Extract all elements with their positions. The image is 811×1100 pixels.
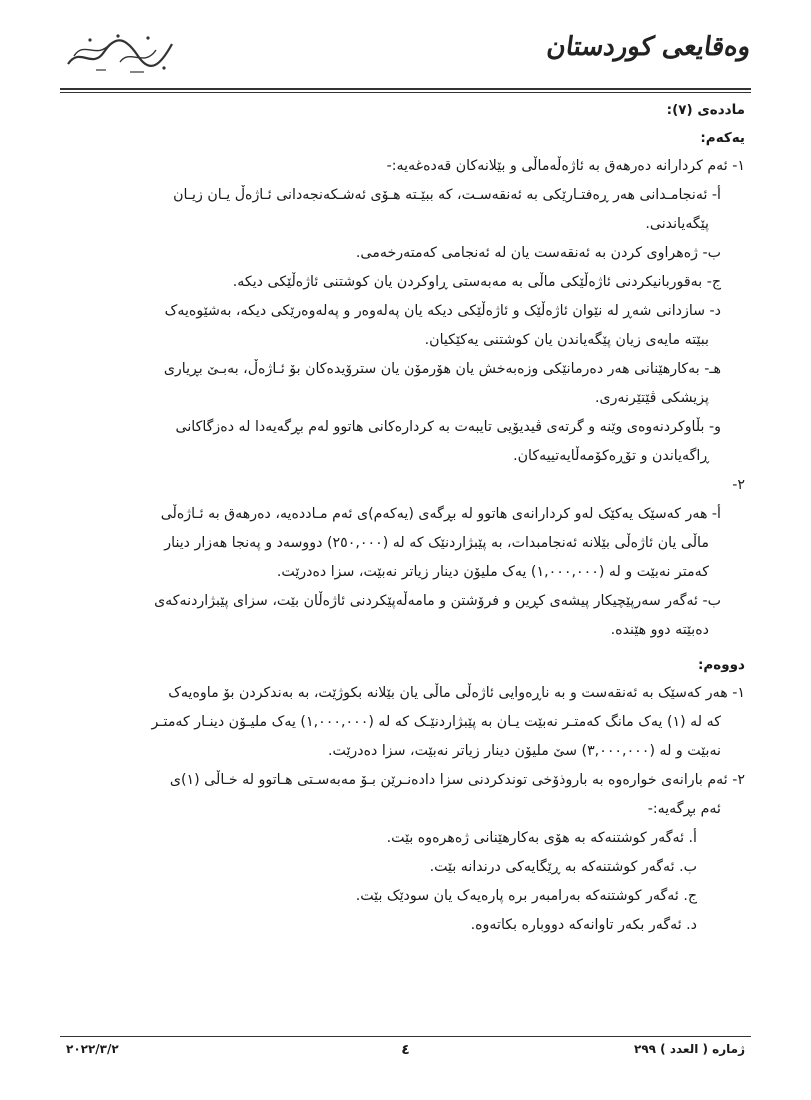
article-body bbox=[66, 96, 745, 940]
item-2-b-line-1: ب- ئەگەر سەرپێچیکار پیشەی کڕین و فرۆشتن و مامەڵەپێکردنی ئاژەڵان بێت، سزای پێبژاردنەکەی bbox=[154, 593, 721, 609]
item-1-w-line-2: ڕاگەیاندن و تۆڕەکۆمەڵایەتییەکان. bbox=[513, 448, 709, 464]
item-2-number: ٢- bbox=[732, 477, 745, 493]
header-rule bbox=[60, 88, 751, 90]
item-1-d-line-2: ببێتە مایەی زیان پێگەیاندن یان کوشتنی یەکێکیان. bbox=[424, 332, 709, 348]
item-1-w-line-1: و- بڵاوکردنەوەی وێنە و گرتەی ڤیدیۆیی تایبەت بە کردارەکانی هاتوو لەم بڕگەیەدا لە دەزگاکانی bbox=[175, 419, 721, 435]
item-2-a-line-1: أ- هەر کەسێک یەکێک لەو کردارانەی هاتوو لە بڕگەی (یەکەم)ی ئەم مـاددەیە، دەرهەق بە ئـاژەڵی bbox=[160, 506, 721, 522]
header-rule-thin bbox=[60, 92, 751, 93]
section-heading-second: دووەم: bbox=[698, 657, 745, 673]
section-heading-first: یەکەم: bbox=[700, 130, 745, 146]
item-1-c: ج- بەقوربانیکردنی ئاژەڵێکی ماڵی بە مەبەستی ڕاوکردن یان کوشتنی ئاژەڵێکی دیکە. bbox=[232, 274, 721, 290]
aggravating-case-list-item: ب. ئەگەر کوشتنەکە بە ڕێگایەکی درندانە بێت. bbox=[429, 859, 697, 875]
item-1-h-line-1: هـ- بەکارهێنانی هەر دەرمانێکی وزەبەخش یان هۆرمۆن یان سترۆیدەکان بۆ ئـاژەڵ، بەبـێ بڕیاری bbox=[163, 361, 721, 377]
issue-number: ژمارە ( العدد ) ٢٩٩ bbox=[634, 1042, 745, 1056]
page-header bbox=[60, 22, 754, 90]
footer-rule bbox=[60, 1036, 751, 1037]
aggravating-case-list-item: أ. ئەگەر کوشتنەکە بە هۆی بەکارهێنانی ژەهرەوە بێت. bbox=[386, 830, 697, 846]
calligraphy-logo-icon bbox=[60, 26, 180, 76]
item-2-a-line-2: ماڵی یان ئاژەڵی بێلانە ئەنجامبدات، بە پێبژاردنێک کە لە (٢٥٠,٠٠٠) دووسەد و پەنجا هەزار دینار bbox=[164, 535, 709, 551]
second-item-1-line-3: نەبێت و لە (٣,٠٠٠,٠٠٠) سێ ملیۆن دینار زیاتر نەبێت، سزا دەدرێت. bbox=[328, 743, 721, 759]
item-1-a-line-1: أ- ئەنجامـدانی هەر ڕەفتـارێکی بە ئەنقەسـت، کە ببێـتە هـۆی ئەشـکەنجەدانی ئـاژەڵ یـان زیـان bbox=[173, 187, 721, 203]
item-2-a-line-3: کەمتر نەبێت و لە (١,٠٠٠,٠٠٠) یەک ملیۆن دینار زیاتر نەبێت، سزا دەدرێت. bbox=[276, 564, 709, 580]
item-1-b: ب- ژەهراوی کردن بە ئەنقەست یان لە ئەنجامی کەمتەرخەمی. bbox=[355, 245, 721, 261]
aggravating-case-list-item: د. ئەگەر بکەر تاوانەکە دووبارە بکاتەوە. bbox=[470, 917, 697, 933]
page-number: ٤ bbox=[401, 1042, 410, 1058]
item-2-b-line-2: دەبێتە دوو هێندە. bbox=[610, 622, 709, 638]
second-item-1-line-1: ١- هەر کەسێک بە ئەنقەست و بە ناڕەوایی ئاژەڵی ماڵی یان بێلانە بکوژێت، بە بەندکردن بۆ ماوەیەک bbox=[168, 685, 745, 701]
second-item-2-line-1: ٢- ئەم بارانەی خوارەوە بە باروذۆخی توندکردنی سزا دادەنـرێن بـۆ مەبەسـتی هـاتوو لە خـاڵی (١)ی bbox=[169, 772, 745, 788]
second-item-2-line-2: ئەم بڕگەیە:- bbox=[647, 801, 721, 817]
gazette-title: وەقایعی کوردستان bbox=[545, 32, 754, 62]
item-1-intro: ١- ئەم کردارانە دەرهەق بە ئاژەڵەماڵی و بێلانەکان قەدەغەیە:- bbox=[386, 158, 745, 174]
second-item-1-line-2: کە لە (١) یەک مانگ کەمتـر نەبێت یـان بە پێبژاردنێـک کە لە (١,٠٠٠,٠٠٠) یەک ملیـۆن دینـار کەمتـر bbox=[151, 714, 721, 730]
item-1-h-line-2: پزیشکی ڤێتێرنەری. bbox=[594, 390, 709, 406]
issue-date: ٢٠٢٢/٣/٢ bbox=[66, 1042, 119, 1056]
item-1-a-line-2: پێگەیاندنی. bbox=[645, 216, 709, 232]
gazette-calligraphy-logo bbox=[60, 26, 180, 76]
aggravating-case-list-item: ج. ئەگەر کوشتنەکە بەرامبەر برە پارەیەک یان سودێک بێت. bbox=[355, 888, 697, 904]
article-title: ماددەی (٧): bbox=[666, 102, 745, 118]
page-footer bbox=[66, 1042, 745, 1066]
item-1-d-line-1: د- سازدانی شەڕ لە نێوان ئاژەڵێک و ئاژەڵێکی دیکە یان پەلەوەر و پەلەوەرێکی دیکە، بەشێوەیەک bbox=[164, 303, 721, 319]
